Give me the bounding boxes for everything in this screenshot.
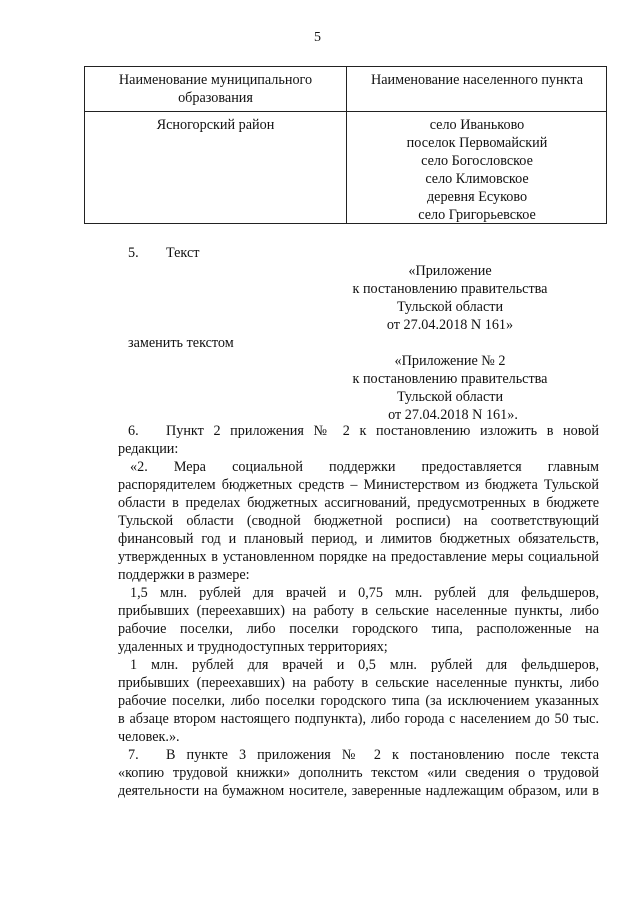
item6-paragraph-1: «2. Мера социальной поддержки предоставляется главным распорядителем бюджетных средств – Министерством из бюджета Тульской области в пределах бюджетных ассигнований, предусмотренных в бюджете Тульской области (сводной бюджетной росписи) на соответствующий финансовый год и плановый период, и лимитов бюджетных обязательств, утвержденных в установленном порядке на предоставление меры социальной поддержки в размере: <box>118 459 599 583</box>
page-number: 5 <box>314 30 321 45</box>
item6-intro: Пункт 2 приложения № 2 к постановлению изложить в новой <box>166 423 599 439</box>
settlement-item: деревня Есуково <box>426 189 528 205</box>
item6-paragraph-2: 1,5 млн. рублей для врачей и 0,75 млн. рублей для фельдшеров, прибывших (переехавших) на работу в сельские населенные пункты, либо рабочие поселки, либо поселки городского типа, расположенные на удаленных и труднодоступных территориях; <box>118 585 599 655</box>
item5-number: 5. <box>128 245 139 261</box>
new-text-block: «Приложение № 2 к постановлению правительства Тульской области от 27.04.2018 N 161». <box>352 353 548 423</box>
header-municipality: Наименование муниципального образования <box>118 72 313 106</box>
item5-text: Текст <box>166 245 200 261</box>
settlement-item: село Иваньково <box>429 117 525 133</box>
item6-intro-cont: редакции: <box>118 441 179 457</box>
settlement-item: село Климовское <box>425 171 529 187</box>
settlement-item: поселок Первомайский <box>406 135 548 151</box>
header-settlement: Наименование населенного пункта <box>370 72 583 88</box>
item6-number: 6. <box>128 423 139 439</box>
old-text-block: «Приложение к постановлению правительства Тульской области от 27.04.2018 N 161» <box>352 263 548 333</box>
cell-municipality: Ясногорский район <box>156 117 275 133</box>
item7-line-1: В пункте 3 приложения № 2 к постановлению после текста <box>166 747 599 763</box>
settlement-item: село Богословское <box>421 153 533 169</box>
replace-with-text: заменить текстом <box>128 335 234 351</box>
item6-paragraph-3: 1 млн. рублей для врачей и 0,5 млн. рублей для фельдшеров, прибывших (переехавших) на работу в сельские населенные пункты, либо рабочие поселки, либо поселки городского типа (за исключением указанных в абзаце втором настоящего подпункта), либо города с населением до 50 тыс. человек.». <box>118 657 599 745</box>
item7-paragraph: «копию трудовой книжки» дополнить текстом «или сведения о трудовой деятельности на бумажном носителе, заверенные надлежащим образом, или в <box>118 765 599 799</box>
table-header-divider <box>85 111 606 112</box>
settlements-table <box>84 66 607 224</box>
item7-number: 7. <box>128 747 139 763</box>
settlement-item: село Григорьевское <box>418 207 536 223</box>
cell-settlements <box>346 116 608 224</box>
